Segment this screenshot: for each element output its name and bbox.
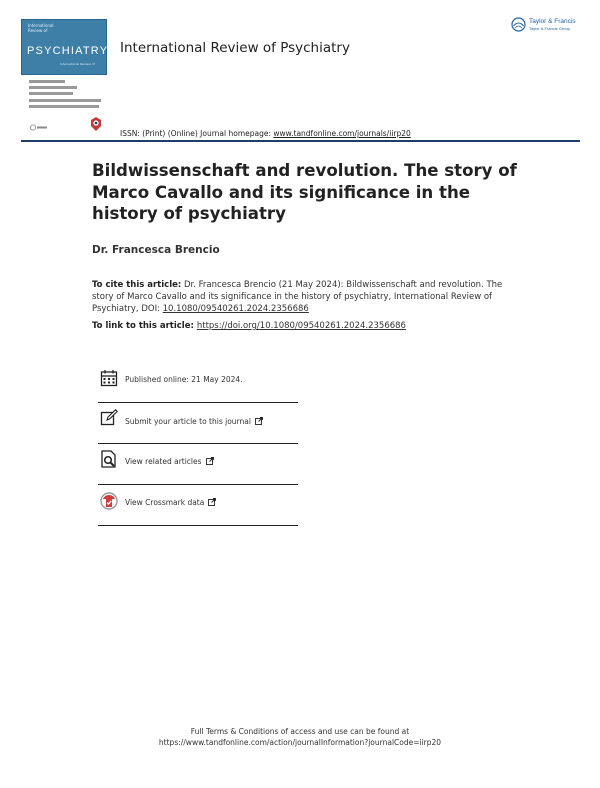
cite-label: To cite this article: xyxy=(92,280,182,290)
journal-title: International Review of Psychiatry xyxy=(120,40,350,56)
crossmark-icon xyxy=(100,492,118,510)
row-divider xyxy=(98,402,298,403)
cover-top-line1: International xyxy=(28,23,54,28)
edit-icon xyxy=(100,409,118,427)
society-logo-icon xyxy=(30,124,48,131)
external-link-icon xyxy=(206,457,214,465)
cite-text: Dr. Francesca Brencio (21 May 2024): Bildwissenschaft and revolution. The story of Marco Cavallo and its significance in the history of psychiatry, International Review of Psychiatry, DOI: xyxy=(92,280,503,314)
submit-article-link[interactable]: Submit your article to this journal xyxy=(125,417,251,426)
cover-subtitle: International Review of xyxy=(60,62,95,66)
publisher-name: Taylor & Francis xyxy=(529,18,576,25)
cover-caption-lines xyxy=(29,80,109,111)
footer-line1: Full Terms & Conditions of access and use can be found at xyxy=(190,727,410,736)
cover-title: PSYCHIATRY xyxy=(27,45,109,57)
footer-terms xyxy=(0,726,600,748)
article-link-line xyxy=(92,321,406,331)
row-divider xyxy=(98,443,298,444)
journal-homepage-link[interactable]: www.tandfonline.com/journals/iirp20 xyxy=(273,129,411,138)
article-doi-url[interactable]: https://doi.org/10.1080/09540261.2024.2356686 xyxy=(196,321,406,331)
publisher-group: Taylor & Francis Group xyxy=(529,26,570,31)
link-label: To link to this article: xyxy=(92,321,197,331)
article-title: Bildwissenschaft and revolution. The story of Marco Cavallo and its significance in the history of psychiatry xyxy=(92,161,517,223)
external-link-icon xyxy=(208,498,216,506)
citation-block xyxy=(92,279,522,315)
calendar-icon xyxy=(100,369,118,387)
issn-label: ISSN: (Print) (Online) Journal homepage: xyxy=(120,129,274,138)
association-emblem-icon xyxy=(89,116,103,132)
published-date: Published online: 21 May 2024. xyxy=(125,375,243,384)
doi-link[interactable]: 10.1080/09540261.2024.2356686 xyxy=(162,304,309,314)
footer-terms-url[interactable]: https://www.tandfonline.com/action/journalInformation?journalCode=iirp20 xyxy=(158,738,442,747)
article-author: Dr. Francesca Brencio xyxy=(92,244,220,256)
crossmark-data-link[interactable]: View Crossmark data xyxy=(125,498,205,507)
issn-line xyxy=(120,129,411,138)
external-link-icon xyxy=(255,417,263,425)
journal-cover-image xyxy=(21,19,107,75)
header-divider xyxy=(21,140,580,142)
publisher-globe-icon xyxy=(511,17,526,32)
row-divider xyxy=(98,484,298,485)
related-articles-link[interactable]: View related articles xyxy=(125,457,202,466)
row-divider xyxy=(98,525,298,526)
cover-top-line2: Review of xyxy=(28,27,48,33)
publisher-logo[interactable] xyxy=(511,17,581,37)
related-articles-icon xyxy=(100,450,118,468)
